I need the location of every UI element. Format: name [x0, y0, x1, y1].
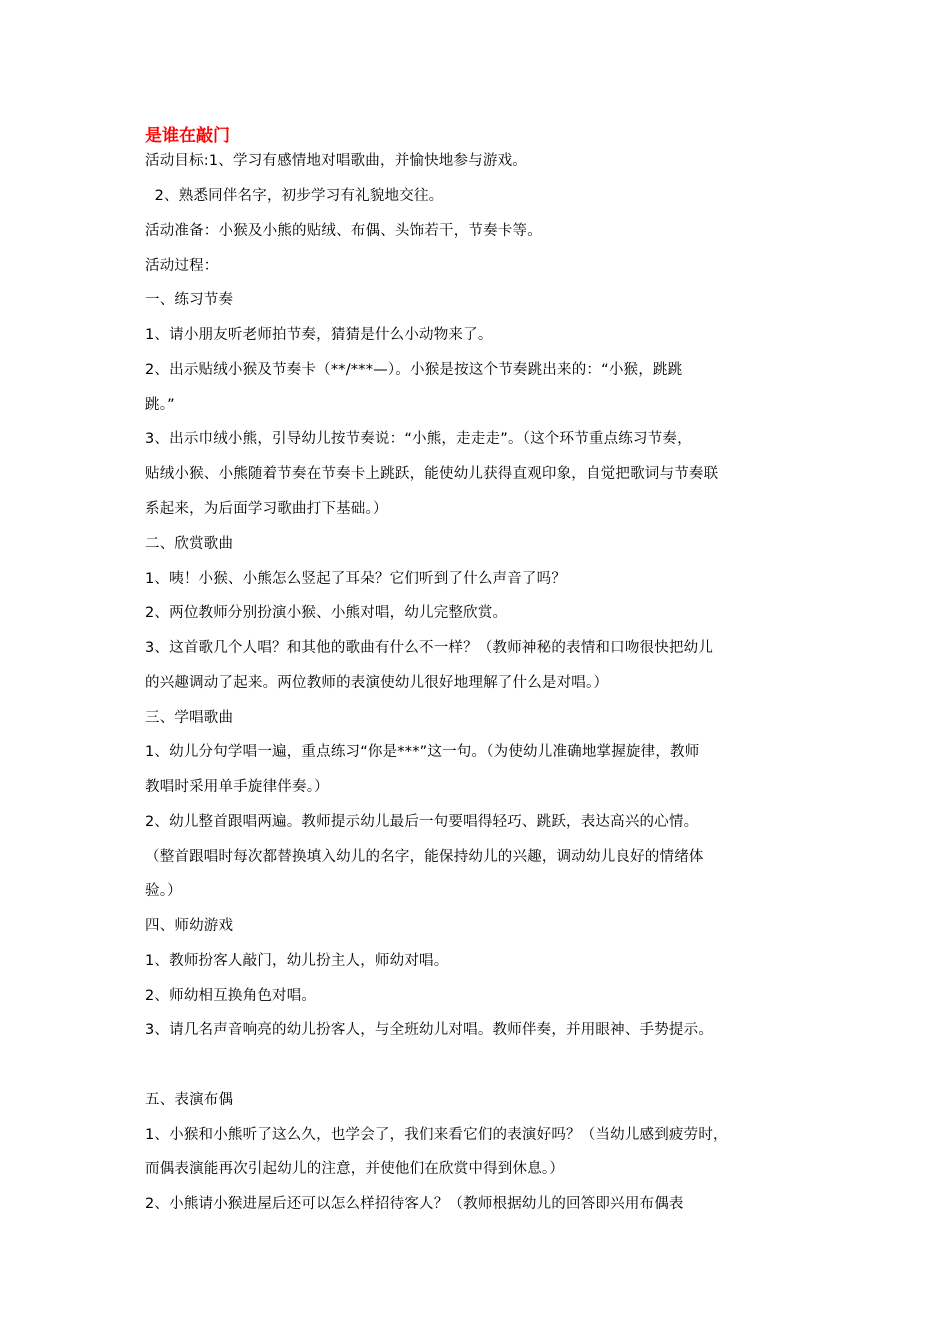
preparation-line: 活动准备：小猴及小熊的贴绒、布偶、头饰若干，节奏卡等。	[145, 223, 542, 239]
section-2-heading: 二、欣赏歌曲	[145, 536, 234, 552]
section-3-item-2-cont-1: （整首跟唱时每次都替换填入幼儿的名字，能保持幼儿的兴趣，调动幼儿良好的情绪体	[145, 849, 704, 865]
section-4-item-1: 1、教师扮客人敲门，幼儿扮主人，师幼对唱。	[145, 953, 449, 969]
objective-line-1: 活动目标:1、学习有感情地对唱歌曲，并愉快地参与游戏。	[145, 153, 528, 169]
section-1-item-3-cont-2: 系起来，为后面学习歌曲打下基础。）	[145, 501, 388, 517]
section-4-item-2: 2、师幼相互换角色对唱。	[145, 988, 317, 1004]
section-1-item-2: 2、出示贴绒小猴及节奏卡（**/***—）。小猴是按这个节奏跳出来的：“小猴，跳跳	[145, 362, 683, 378]
section-1-item-3: 3、出示巾绒小熊，引导幼儿按节奏说：“小熊，走走走”。（这个环节重点练习节奏，	[145, 431, 692, 447]
section-2-item-1: 1、咦！小猴、小熊怎么竖起了耳朵？它们听到了什么声音了吗？	[145, 571, 567, 587]
section-1-item-1: 1、请小朋友听老师拍节奏，猜猜是什么小动物来了。	[145, 327, 493, 343]
objective-line-2: 2、熟悉同伴名字，初步学习有礼貌地交往。	[145, 188, 444, 204]
section-1-heading: 一、练习节奏	[145, 292, 234, 308]
section-3-item-1-cont: 教唱时采用单手旋律伴奏。）	[145, 779, 329, 795]
section-5-heading: 五、表演布偶	[145, 1092, 234, 1108]
section-2-item-2: 2、两位教师分别扮演小猴、小熊对唱，幼儿完整欣赏。	[145, 605, 508, 621]
section-5-item-1: 1、小猴和小熊听了这么久，也学会了，我们来看它们的表演好吗？（当幼儿感到疲劳时，	[145, 1127, 728, 1143]
section-4-heading: 四、师幼游戏	[145, 918, 234, 934]
section-5-item-1-cont: 而偶表演能再次引起幼儿的注意，并使他们在欣赏中得到休息。）	[145, 1161, 565, 1177]
process-heading: 活动过程：	[145, 258, 219, 274]
document-title: 是谁在敲门	[145, 126, 230, 146]
section-1-item-2-cont: 跳。”	[145, 397, 175, 413]
section-2-item-3-cont: 的兴趣调动了起来。两位教师的表演使幼儿很好地理解了什么是对唱。）	[145, 675, 609, 691]
section-3-heading: 三、学唱歌曲	[145, 710, 234, 726]
section-4-item-3: 3、请几名声音响亮的幼儿扮客人，与全班幼儿对唱。教师伴奏，并用眼神、手势提示。	[145, 1022, 714, 1038]
section-5-item-2: 2、小熊请小猴进屋后还可以怎么样招待客人？（教师根据幼儿的回答即兴用布偶表	[145, 1196, 684, 1212]
section-3-item-1: 1、幼儿分句学唱一遍，重点练习“你是***”这一句。（为使幼儿准确地掌握旋律，教师	[145, 744, 700, 760]
section-1-item-3-cont-1: 贴绒小猴、小熊随着节奏在节奏卡上跳跃，能使幼儿获得直观印象，自觉把歌词与节奏联	[145, 466, 719, 482]
section-2-item-3: 3、这首歌几个人唱？和其他的歌曲有什么不一样？（教师神秘的表情和口吻很快把幼儿	[145, 640, 714, 656]
section-3-item-2: 2、幼儿整首跟唱两遍。教师提示幼儿最后一句要唱得轻巧、跳跃，表达高兴的心情。	[145, 814, 699, 830]
section-3-item-2-cont-2: 验。）	[145, 883, 182, 899]
